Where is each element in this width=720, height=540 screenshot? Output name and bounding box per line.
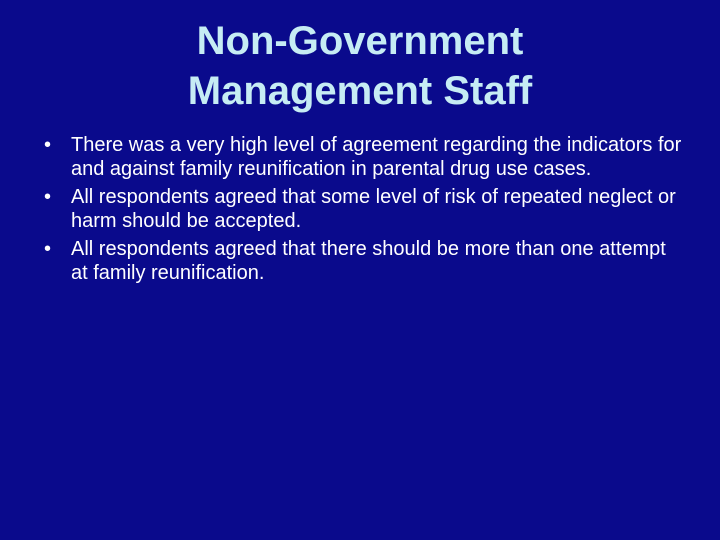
bullet-item [44, 237, 684, 285]
bullet-text: There was a very high level of agreement regarding the indicators for and against family reunification in parental drug use cases. [71, 134, 682, 180]
bullet-list [44, 133, 684, 289]
slide-title-line-2: Management Staff [187, 69, 533, 113]
slide-title [0, 16, 720, 116]
bullet-marker: • [44, 238, 52, 260]
slide-title-line-1: Non-Government [196, 19, 524, 63]
bullet-marker: • [44, 186, 52, 208]
bullet-text: All respondents agreed that some level of risk of repeated neglect or harm should be accepted. [71, 186, 676, 232]
bullet-text: All respondents agreed that there should be more than one attempt at family reunification. [71, 238, 666, 284]
bullet-item [44, 133, 684, 181]
bullet-item [44, 185, 684, 233]
bullet-marker: • [44, 134, 52, 156]
